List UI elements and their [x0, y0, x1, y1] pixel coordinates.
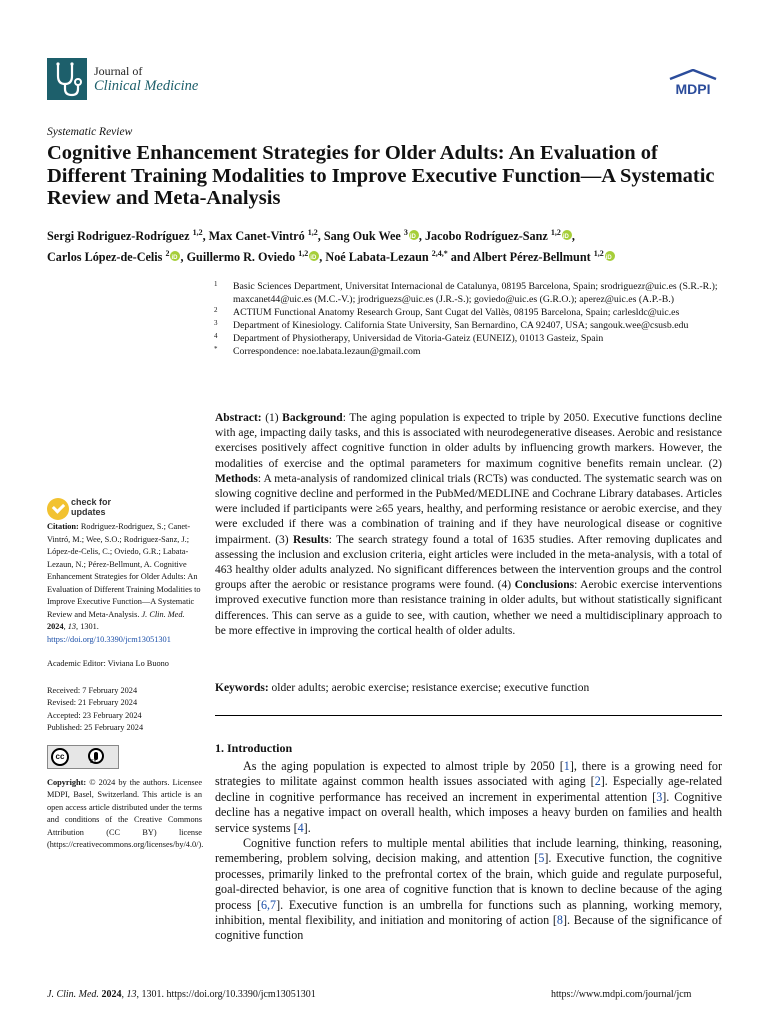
- author-name: Max Canet-Vintró: [208, 229, 305, 244]
- reference-link[interactable]: 1: [563, 759, 570, 773]
- footer-citation: J. Clin. Med. 2024, 13, 1301. https://doi.org/10.3390/jcm13051301: [47, 989, 316, 1000]
- author-separator: ,: [180, 250, 187, 265]
- cc-by-license-icon[interactable]: [47, 745, 119, 769]
- journal-name: [94, 64, 198, 94]
- orcid-icon[interactable]: [605, 251, 615, 261]
- abstract-methods-text: : A meta-analysis of randomized clinical trials (RCTs) was conducted. The systematic search was on slowing cognitive decline and performed in the PubMed/MEDLINE and Cochrane Library databases. Articles were included if participants were ≥65 years, healthy, and performing resistance or aerobic exercise, and they were excluded if there was a combination of training and if they have neurological disease or cognitive impairment.: [215, 472, 722, 546]
- affiliation-text: Correspondence: noe.labata.lezaun@gmail.com: [233, 346, 421, 357]
- author-affiliation-marker: 2,4,*: [431, 249, 448, 259]
- affiliation-text: Department of Physiotherapy, Universidad de Vitoria-Gateiz (EUNEIZ), 01013 Gasteiz, Spain: [233, 333, 604, 344]
- keywords-label: Keywords:: [215, 682, 269, 694]
- date-revised: Revised: 21 February 2024: [47, 698, 138, 707]
- orcid-icon[interactable]: [562, 230, 572, 240]
- abstract-results-label: Results: [292, 533, 329, 546]
- keywords-text: older adults; aerobic exercise; resistance exercise; executive function: [271, 682, 590, 694]
- author-name: Jacobo Rodríguez-Sanz: [424, 229, 548, 244]
- affiliation-item: [212, 345, 732, 358]
- stethoscope-logo-icon: [47, 58, 87, 100]
- abstract-background-text: : The aging population is expected to triple by 2050. Executive functions decline with age, impacting daily tasks, and this is associated with neurodegenerative diseases. Aerobic and resistance exercises positively affect cognitive function in older adults by influencing growth markers. However, the modalities of exercise and the optimal parameters for maximum cognitive benefits remain unclear.: [215, 412, 723, 470]
- intro-paragraph-2: Cognitive function refers to multiple mental abilities that include learning, thinking, reasoning, remembering, problem solving, decision making, and attention [5]. Executive function, the cognitive processes, primarily linked to the prefrontal cortex of the brain, which guide and regulate purposeful, goal-directed behavior, is one area of cognitive function that is known to decline because of the aging process [6,7]. Executive function is an umbrella for functions such as planning, working memory, inhibition, mental flexibility, and initiation and monitoring of action [8]. Because of the significance of cognitive function: [215, 836, 723, 943]
- citation-year: 2024: [47, 622, 64, 631]
- affiliation-item: [212, 319, 732, 332]
- copyright-text: © 2024 by the authors. Licensee MDPI, Basel, Switzerland. This article is an open access article distributed under the terms and conditions of the Creative Commons Attribution (CC BY) license (https://creativecommons.org/licenses/by/4.0/).: [47, 777, 204, 849]
- citation-label: Citation:: [47, 522, 79, 531]
- abstract-methods-num: (2): [708, 457, 722, 470]
- affiliation-text: Department of Kinesiology. California State University, San Bernardino, CA 92407, USA; sangouk.wee@csusb.edu: [233, 320, 689, 331]
- author-name: Sergi Rodriguez-Rodríguez: [47, 229, 190, 244]
- citation-journal: J. Clin. Med.: [141, 609, 185, 619]
- mdpi-logo-icon[interactable]: [666, 69, 720, 99]
- journal-name-line1: Journal of: [94, 64, 143, 78]
- affiliation-number: *: [214, 345, 218, 353]
- footer-journal: J. Clin. Med.: [47, 989, 99, 1000]
- citation-doi-link[interactable]: https://doi.org/10.3390/jcm13051301: [47, 634, 171, 644]
- citation: Citation: Rodriguez-Rodriguez, S.; Canet-Vintró, M.; Wee, S.O.; Rodriguez-Sanz, J.; López-de-Celis, C.; Oviedo, G.R.; Labata-Lezaun, N.; Pérez-Bellmunt, A. Cognitive Enhancement Strategies for Older Adults: An Evaluation of Different Training Modalities to Improve Executive Function—A Systematic Review and Meta-Analysis. J. Clin. Med. 2024, 13, 1301. https://doi.org/10.3390/jcm13051301: [47, 522, 201, 644]
- affiliations: [212, 280, 732, 358]
- author-list: [47, 224, 737, 266]
- citation-text: Rodriguez-Rodriguez, S.; Canet-Vintró, M.; Wee, S.O.; Rodriguez-Sanz, J.; López-de-Celis, C.; Oviedo, G.R.; Labata-Lezaun, N.; Pérez-Bellmunt, A. Cognitive Enhancement Strategies for Older Adults: An Evaluation of Different Training Modalities to Improve Executive Function—A Systematic Review and Meta-Analysis.: [47, 522, 201, 619]
- abstract-label: Abstract:: [215, 412, 262, 424]
- affiliation-number: 2: [214, 306, 218, 314]
- orcid-icon[interactable]: [409, 230, 419, 240]
- reference-link[interactable]: 6,7: [260, 897, 277, 912]
- abstract-results-num: (3): [275, 533, 289, 546]
- abstract-results-text: : The search strategy found a total of 1635 studies. After removing duplicates and assessing the inclusion and exclusion criteria, eight articles were included in the meta-analysis, with a total of 463 healthy older adults analyzed. No significant differences between the intervention groups and the control groups after the aerobic or resistance programs were found.: [215, 533, 723, 592]
- date-published: Published: 25 February 2024: [47, 723, 144, 732]
- citation-volume: 13: [67, 622, 77, 631]
- article-type: Systematic Review: [47, 126, 133, 138]
- affiliation-item: [212, 332, 732, 345]
- orcid-icon[interactable]: [170, 251, 180, 261]
- journal-name-line2: Clinical Medicine: [94, 78, 199, 94]
- orcid-icon[interactable]: [309, 251, 319, 261]
- reference-link[interactable]: 5: [538, 851, 545, 866]
- author-name: Albert Pérez-Bellmunt: [472, 250, 591, 265]
- abstract-background-label: Background: [282, 412, 343, 424]
- author-separator: and: [447, 250, 473, 265]
- abstract: [215, 411, 722, 639]
- reference-link[interactable]: 4: [297, 820, 304, 835]
- cc-icon: cc: [51, 748, 69, 766]
- date-received: Received: 7 February 2024: [47, 685, 138, 695]
- abstract-methods-label: Methods: [215, 472, 258, 485]
- check-for-updates-badge[interactable]: [47, 496, 137, 522]
- affiliation-number: 4: [214, 332, 218, 340]
- publisher-name: MDPI: [675, 81, 711, 97]
- check-updates-label: check for updates: [71, 497, 112, 517]
- section-divider: [215, 715, 722, 716]
- affiliation-number: 3: [214, 319, 218, 327]
- author-name: Noé Labata-Lezaun: [325, 250, 429, 265]
- check-updates-icon: [47, 498, 69, 520]
- reference-link[interactable]: 8: [556, 913, 563, 928]
- reference-link[interactable]: 3: [656, 789, 663, 804]
- academic-editor: Academic Editor: Viviana Lo Buono: [47, 659, 169, 668]
- article-sidebar: [47, 521, 202, 852]
- author-affiliation-marker: 1,2: [307, 228, 318, 237]
- affiliation-item: [212, 306, 732, 319]
- abstract-conclusions-text: : Aerobic exercise interventions improved executive function more than resistance training in older adults, but without statistically significant differences. This can serve as a guide to see, with caution, whether we need a multidisciplinary approach to be more effective in improving the cortical health of older adults.: [215, 579, 723, 637]
- affiliation-text: ACTIUM Functional Anatomy Research Group, Sant Cugat del Vallès, 08195 Barcelona, Spain; carlesldc@uic.es: [233, 307, 680, 318]
- intro-paragraph-1: As the aging population is expected to almost triple by 2050 [1], there is a growing need for strategies to militate against common health issues associated with aging [2]. Especially age-related decline in cognitive performance has received an increment in experimental attention [3]. Cognitive decline has a negative impact on overall health, which imposes a heavy burden on families and health service systems [4].: [215, 759, 722, 835]
- author-affiliation-marker: 1,2: [593, 249, 604, 259]
- author-name: Sang Ouk Wee: [323, 229, 401, 244]
- author-name: Carlos López-de-Celis: [47, 250, 163, 265]
- footer-volume: 13: [126, 989, 137, 1000]
- author-separator: ,: [317, 229, 324, 244]
- author-affiliation-marker: 3: [403, 228, 408, 237]
- author-separator: ,: [319, 250, 326, 265]
- affiliation-item: [212, 280, 732, 306]
- article-dates: [47, 685, 202, 735]
- copyright-label: Copyright:: [47, 777, 87, 787]
- section-heading-introduction: 1. Introduction: [215, 741, 293, 755]
- author-separator: ,: [571, 229, 575, 244]
- abstract-conclusions-label: Conclusions: [514, 579, 575, 592]
- keywords: [215, 681, 722, 696]
- article-title: Cognitive Enhancement Strategies for Older Adults: An Evaluation of Different Training Modalities to Improve Executive Function—A Systematic Review and Meta-Analysis: [47, 142, 715, 209]
- footer-doi[interactable]: , 1301. https://doi.org/10.3390/jcm13051301: [136, 989, 316, 1000]
- affiliation-number: 1: [214, 280, 218, 288]
- copyright: [47, 777, 202, 852]
- by-label: BY: [90, 759, 97, 765]
- introduction-body: [215, 759, 722, 944]
- reference-link[interactable]: 2: [594, 774, 601, 789]
- date-accepted: Accepted: 23 February 2024: [47, 710, 142, 720]
- footer-journal-url[interactable]: https://www.mdpi.com/journal/jcm: [551, 989, 692, 1000]
- author-name: Guillermo R. Oviedo: [186, 250, 296, 265]
- abstract-background-num: (1): [265, 412, 279, 424]
- abstract-conclusions-num: (4): [497, 579, 512, 592]
- author-affiliation-marker: 1,2: [192, 228, 203, 237]
- author-separator: ,: [202, 229, 209, 244]
- affiliation-text: Basic Sciences Department, Universitat Internacional de Catalunya, 08195 Barcelona, Spain; srodriguezr@uic.es (S.R.-R.); maxcanet44@uic.es (M.C.-V.); jrodriguezs@uic.es (J.R.-S.); goviedo@uic.es (G.R.O.); aperez@uic.es (A.P.-B.): [233, 281, 718, 305]
- author-affiliation-marker: 1,2: [550, 228, 561, 237]
- author-affiliation-marker: 2: [165, 249, 170, 259]
- footer-year: 2024: [101, 989, 122, 1000]
- author-separator: ,: [418, 229, 425, 244]
- citation-pages: , 1301.: [76, 622, 99, 631]
- author-affiliation-marker: 1,2: [298, 249, 309, 259]
